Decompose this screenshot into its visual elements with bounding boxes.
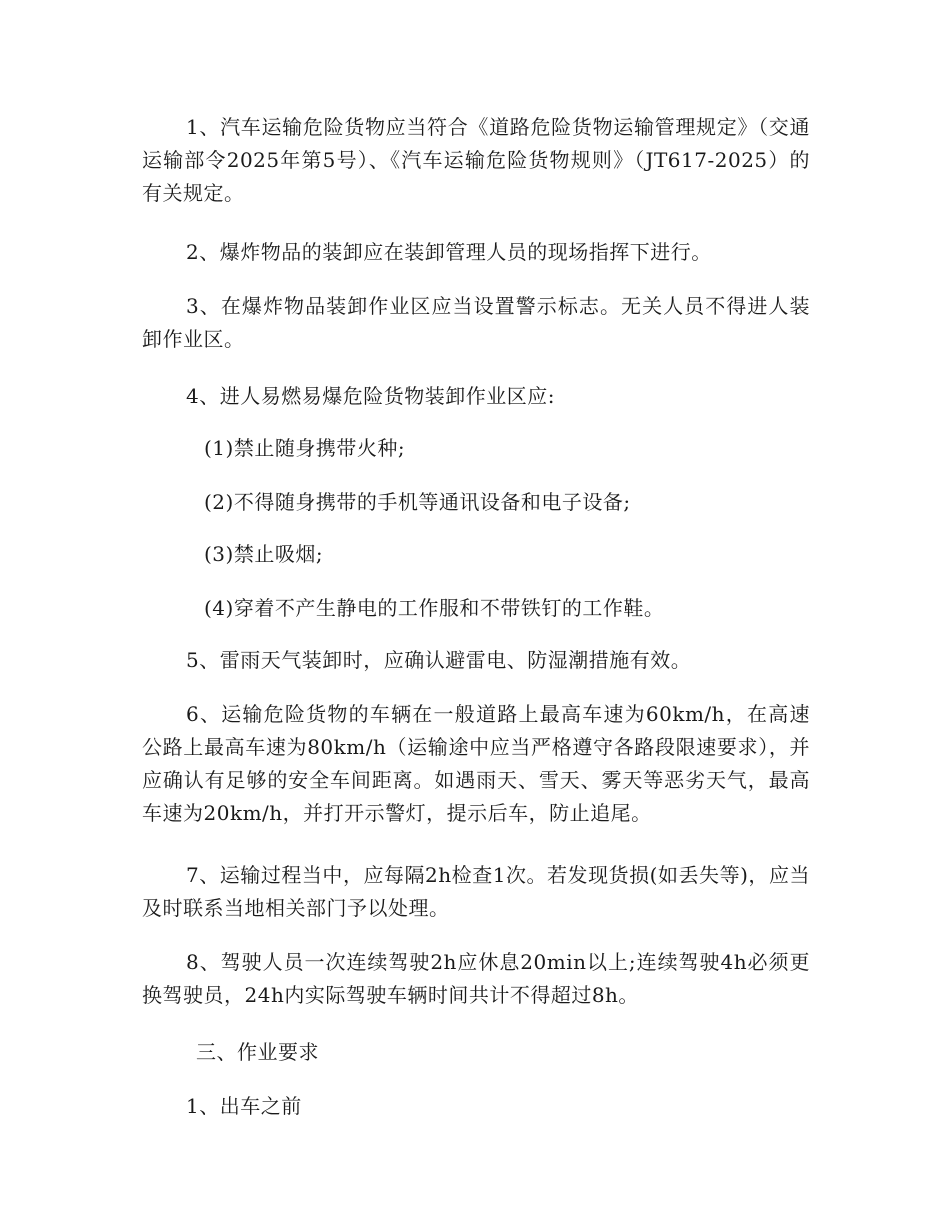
paragraph-1: 1、汽车运输危险货物应当符合《道路危险货物运输管理规定》（交通运输部令2025年第5号）、《汽车运输危险货物规则》（JT617-2025）的有关规定。 [142, 115, 810, 205]
paragraph-4: 4、进人易燃易爆危险货物装卸作业区应: [186, 384, 555, 408]
paragraph-5: 5、雷雨天气装卸时，应确认避雷电、防湿潮措施有效。 [186, 648, 692, 672]
section-heading: 三、作业要求 [196, 1040, 319, 1064]
paragraph-6: 6、运输危险货物的车辆在一般道路上最高车速为60km/h，在高速公路上最高车速为80km/h（运输途中应当严格遵守各路段限速要求），并应确认有足够的安全车间距离。如遇雨天、雪天、雾天等恶劣天气，最高车速为20km/h，并打开示警灯，提示后车，防止追尾。 [142, 702, 810, 825]
paragraph-3: 3、在爆炸物品装卸作业区应当设置警示标志。无关人员不得进人装卸作业区。 [142, 294, 810, 351]
list-item-4-4: (4)穿着不产生静电的工作服和不带铁钉的工作鞋。 [204, 596, 665, 620]
paragraph-2: 2、爆炸物品的装卸应在装卸管理人员的现场指挥下进行。 [186, 240, 712, 264]
list-item-4-1: (1)禁止随身携带火种; [204, 436, 406, 460]
paragraph-7: 7、运输过程当中，应每隔2h检查1次。若发现货损(如丢失等)，应当及时联系当地相关部门予以处理。 [142, 863, 810, 920]
paragraph-8: 8、驾驶人员一次连续驾驶2h应休息20min以上;连续驾驶4h必须更换驾驶员，24h内实际驾驶车辆时间共计不得超过8h。 [142, 950, 810, 1007]
list-item-4-2: (2)不得随身携带的手机等通讯设备和电子设备; [204, 490, 631, 514]
list-item-4-3: (3)禁止吸烟; [204, 542, 324, 566]
paragraph-9: 1、出车之前 [186, 1094, 302, 1118]
